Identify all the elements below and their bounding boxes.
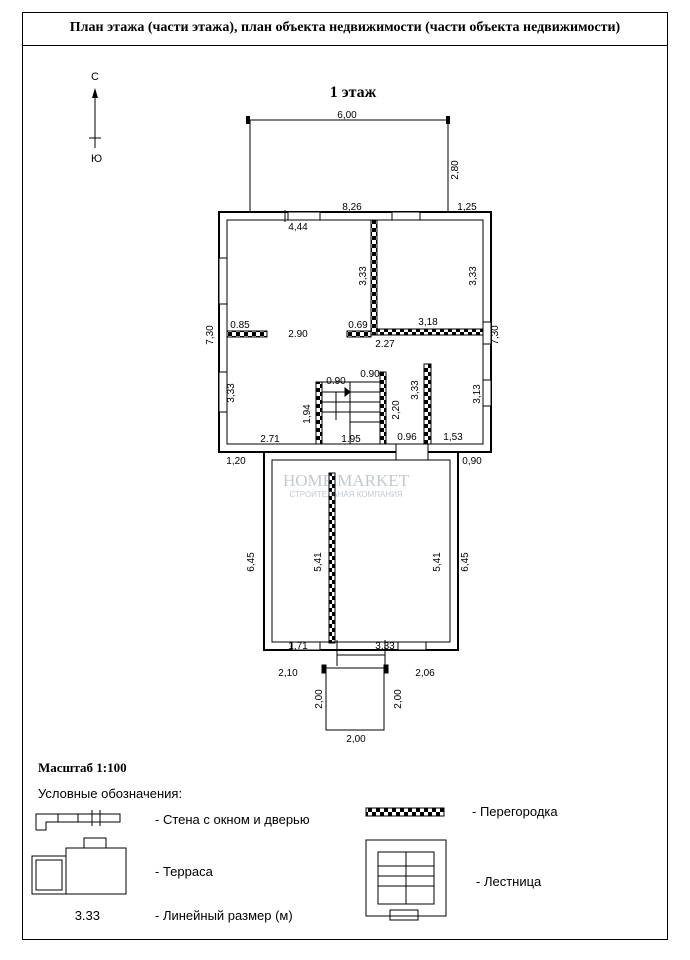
- dim-label: 2.71: [260, 434, 280, 445]
- dim-label: 3,33: [468, 266, 479, 286]
- legend-stairs-label: - Лестница: [476, 874, 542, 889]
- legend-terrace-label: - Терраса: [155, 864, 213, 879]
- dim-label: 2.27: [375, 339, 395, 350]
- dim-label: 5,41: [432, 552, 443, 572]
- porch: [322, 665, 388, 730]
- dim-label: 3,33: [375, 641, 395, 652]
- dim-label: 4,44: [288, 222, 308, 233]
- watermark-tagline: СТРОИТЕЛЬНАЯ КОМПАНИЯ: [289, 490, 403, 499]
- dim-label: 3,18: [418, 317, 438, 328]
- dim-label: 3,13: [472, 384, 483, 404]
- compass-north: С: [91, 71, 99, 83]
- dim-label: 6,45: [460, 552, 471, 572]
- legend-title: Условные обозначения:: [38, 786, 183, 801]
- dim-label: 1,25: [457, 202, 477, 213]
- dim-label: 2,00: [346, 734, 366, 745]
- legend-stairs-symbol: [366, 840, 446, 920]
- dim-label: 5,41: [313, 552, 324, 572]
- dim-label: 0,90: [462, 456, 482, 467]
- dim-label: 3,33: [410, 380, 421, 400]
- dim-label: 1,94: [302, 404, 313, 424]
- dim-label: 1,71: [288, 641, 308, 652]
- legend-terrace-symbol: [32, 838, 126, 894]
- dim-label: 2,80: [450, 160, 461, 180]
- dim-label: 1,53: [443, 432, 463, 443]
- scale-label: Масштаб 1:100: [38, 760, 127, 775]
- top-terrace: [246, 116, 450, 212]
- legend-wall-label: - Стена с окном и дверью: [155, 812, 310, 827]
- dim-label: 2,10: [278, 668, 298, 679]
- dim-label: 7,30: [205, 325, 216, 345]
- compass-south: Ю: [91, 153, 103, 165]
- dim-label: 0.85: [230, 320, 250, 331]
- dim-label: 1.95: [341, 434, 361, 445]
- dim-label: 3,33: [226, 383, 237, 403]
- dim-label: 2,06: [415, 668, 435, 679]
- watermark: [283, 471, 410, 499]
- dim-label: 8,26: [342, 202, 362, 213]
- legend-linear-label: - Линейный размер (м): [155, 908, 293, 923]
- dim-label: 0.69: [348, 320, 368, 331]
- floor-title: 1 этаж: [329, 84, 377, 101]
- dim-label: 3,33: [358, 266, 369, 286]
- dim-label: 1,20: [226, 456, 246, 467]
- dim-label: 2.90: [288, 329, 308, 340]
- page-title: План этажа (части этажа), план объекта недвижимости (части объекта недвижимости): [69, 20, 621, 35]
- watermark-brand: HOME MARKET: [282, 471, 410, 490]
- dim-label: 0.90: [326, 376, 346, 387]
- dim-label: 2,00: [314, 689, 325, 709]
- legend-wall-symbol: [36, 810, 120, 830]
- dim-label: 0.90: [360, 369, 380, 380]
- dim-label: 6,00: [337, 110, 357, 121]
- dim-label: 0.96: [397, 432, 417, 443]
- legend-linear-sample: 3.33: [74, 908, 100, 923]
- dim-label: 6,45: [246, 552, 257, 572]
- dim-label: 2,20: [391, 400, 402, 420]
- legend-partition-symbol: [366, 808, 444, 816]
- compass-icon: [89, 71, 102, 165]
- dim-label: 2,00: [393, 689, 404, 709]
- legend-partition-label: - Перегородка: [472, 804, 558, 819]
- dim-label: 7,30: [490, 325, 501, 345]
